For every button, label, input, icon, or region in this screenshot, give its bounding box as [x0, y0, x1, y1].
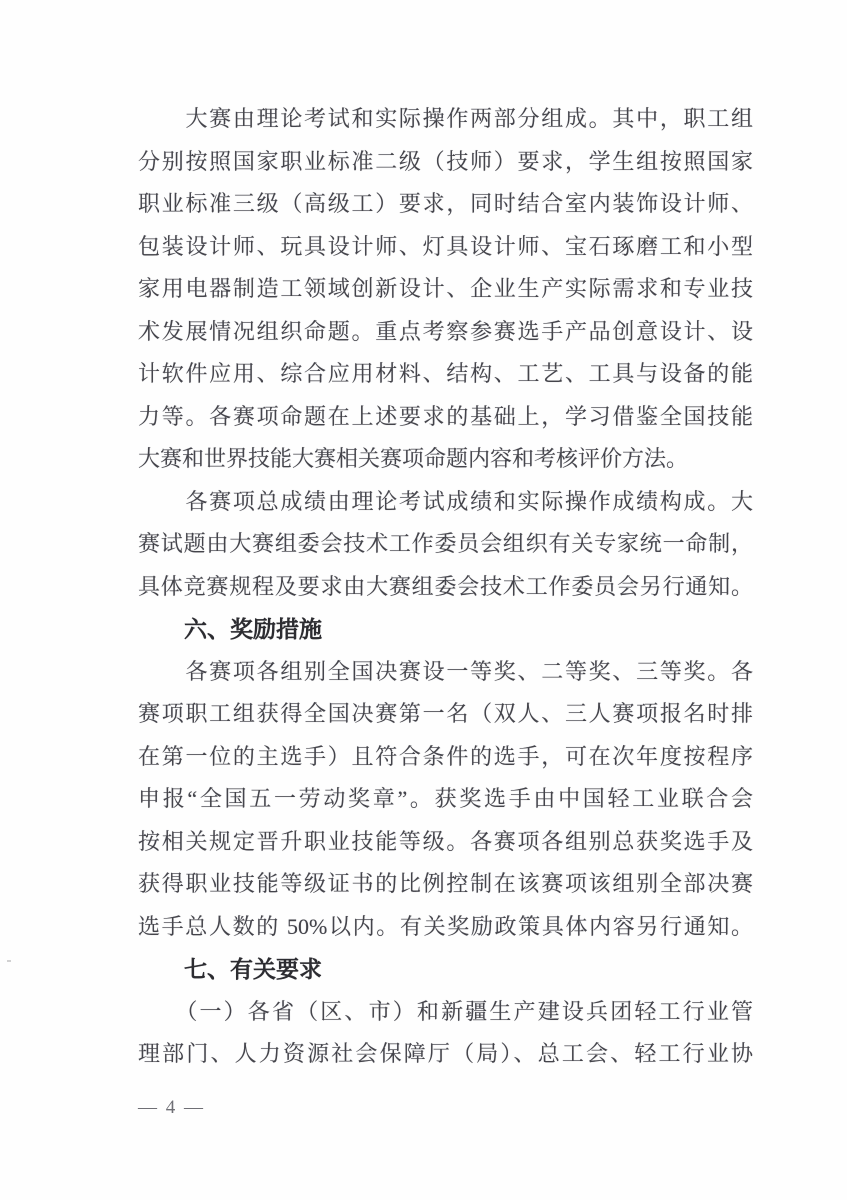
text-line: 七、有关要求: [138, 956, 322, 982]
text-line: 六、奖励措施: [138, 616, 322, 642]
paragraph: [138, 481, 753, 609]
section-heading: [138, 948, 753, 991]
text-line: 术发展情况组织命题。重点考察参赛选手产品创意设计、设: [138, 318, 753, 344]
text-line: 大赛由理论考试和实际操作两部分组成。其中，职工组: [138, 106, 753, 131]
text-line: 在第一位的主选手）且符合条件的选手，可在次年度按程序: [138, 743, 753, 769]
text-line: 大赛和世界技能大赛相关赛项命题内容和考核评价方法。: [138, 446, 689, 471]
text-line: 理部门、人力资源社会保障厅（局）、总工会、轻工行业协: [138, 1041, 753, 1066]
text-line: 包装设计师、玩具设计师、灯具设计师、宝石琢磨工和小型: [138, 233, 753, 259]
section-heading: [138, 608, 753, 651]
text-line: 获得职业技能等级证书的比例控制在该赛项该组别全部决赛: [138, 871, 753, 896]
text-line: 申报“全国五一劳动奖章”。获奖选手由中国轻工业联合会: [138, 786, 753, 811]
text-line: 选手总人数的 50%以内。有关奖励政策具体内容另行通知。: [138, 913, 753, 939]
text-line: 具体竞赛规程及要求由大赛组委会技术工作委员会另行通知。: [138, 573, 753, 599]
paragraph: [138, 651, 753, 949]
text-line: 各赛项总成绩由理论考试成绩和实际操作成绩构成。大: [138, 488, 753, 514]
text-line: 计软件应用、综合应用材料、结构、工艺、工具与设备的能: [138, 361, 753, 386]
text-line: （一）各省（区、市）和新疆生产建设兵团轻工行业管: [138, 998, 753, 1024]
scan-speck: [7, 960, 11, 962]
text-line: 家用电器制造工领域创新设计、企业生产实际需求和专业技: [138, 276, 753, 301]
paragraph: [138, 98, 753, 481]
text-line: 赛项职工组获得全国决赛第一名（双人、三人赛项报名时排: [138, 701, 753, 726]
text-line: 赛试题由大赛组委会技术工作委员会组织有关专家统一命制，: [138, 531, 753, 556]
text-line: 各赛项各组别全国决赛设一等奖、二等奖、三等奖。各: [138, 658, 753, 684]
text-line: 分别按照国家职业标准二级（技师）要求，学生组按照国家: [138, 148, 753, 174]
text-line: 力等。各赛项命题在上述要求的基础上，学习借鉴全国技能: [138, 403, 753, 429]
text-line: 按相关规定晋升职业技能等级。各赛项各组别总获奖选手及: [138, 828, 753, 854]
page-number: — 4 —: [138, 1097, 205, 1118]
text-line: 职业标准三级（高级工）要求，同时结合室内装饰设计师、: [138, 191, 753, 216]
paragraph: [138, 991, 753, 1076]
document-body: [138, 98, 753, 1076]
